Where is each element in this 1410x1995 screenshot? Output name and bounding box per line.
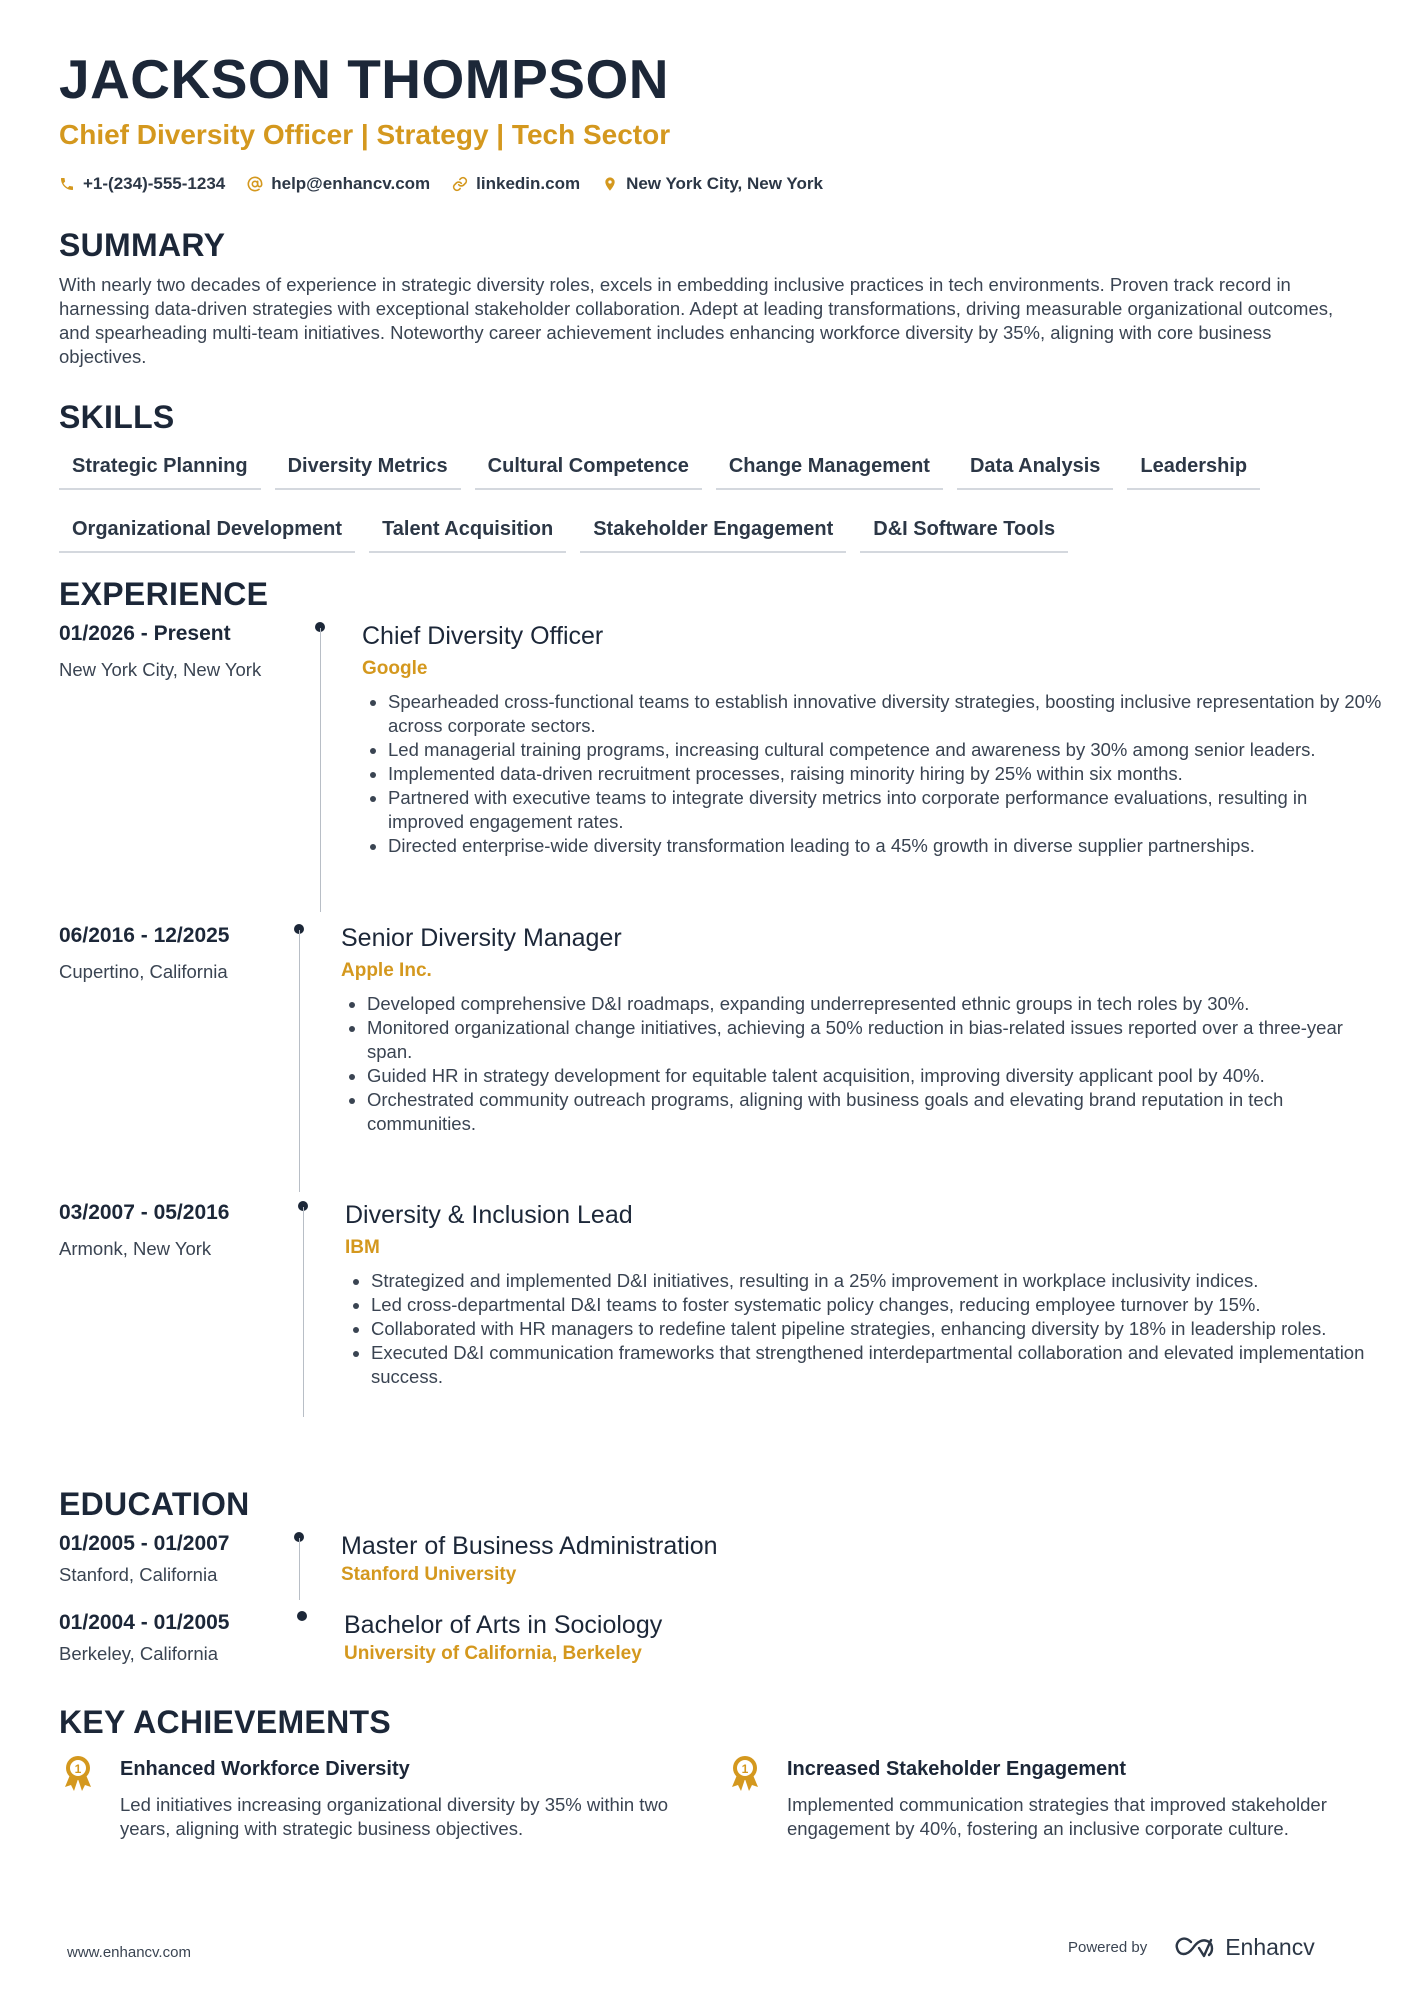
summary-section <box>59 225 1359 369</box>
education-item <box>59 1609 1359 1679</box>
experience-location: Cupertino, California <box>59 961 228 982</box>
achievement-description: Led initiatives increasing organizational diversity by 35% within two years, aligning with strategic business objectives. <box>120 1794 669 1839</box>
education-dates: 01/2005 - 01/2007 <box>59 1532 230 1555</box>
experience-bullet: • Led managerial training programs, increasing cultural competence and awareness by 30% among senior leaders. <box>388 738 1388 762</box>
skill-tag: Talent Acquisition <box>369 510 566 553</box>
powered-by-text: Powered by <box>1068 1939 1148 1956</box>
achievement-title: Enhanced Workforce Diversity <box>120 1758 410 1780</box>
experience-role: Diversity & Inclusion Lead <box>345 1201 633 1229</box>
summary-heading: SUMMARY <box>59 227 226 263</box>
experience-detail <box>341 922 1387 1136</box>
education-school: University of California, Berkeley <box>344 1643 642 1664</box>
timeline-dot <box>297 1611 307 1621</box>
timeline-line <box>299 1538 300 1600</box>
location-text: New York City, New York <box>626 174 823 193</box>
footer-brand <box>1068 1934 1315 1961</box>
experience-role: Chief Diversity Officer <box>362 622 604 650</box>
education-meta <box>59 1609 229 1667</box>
experience-company: Google <box>362 658 428 679</box>
education-degree: Bachelor of Arts in Sociology <box>344 1611 663 1639</box>
experience-bullet: • Strategized and implemented D&I initiatives, resulting in a 25% improvement in workplace inclusivity indices. <box>371 1269 1387 1293</box>
achievement-description: Implemented communication strategies that improved stakeholder engagement by 40%, fostering an inclusive corporate culture. <box>787 1794 1327 1839</box>
location-pin-icon <box>602 176 618 192</box>
experience-bullets <box>362 690 1388 858</box>
svg-text:1: 1 <box>74 1762 82 1776</box>
skill-tag: Strategic Planning <box>59 447 261 490</box>
experience-item <box>59 922 1359 1192</box>
skill-tag: Cultural Competence <box>475 447 702 490</box>
email-text: help@enhancv.com <box>271 174 431 193</box>
resume-content <box>59 44 1359 553</box>
education-detail <box>344 1609 662 1667</box>
experience-meta <box>59 922 229 985</box>
experience-bullet: • Developed comprehensive D&I roadmaps, expanding underrepresented ethnic groups in tech roles by 30%. <box>367 992 1387 1016</box>
summary-text: With nearly two decades of experience in strategic diversity roles, excels in embedding inclusive practices in tech environments. Proven track record in harnessing data-driven strategies with exceptional stakeholder collaboration. Adept at leading transformations, driving measurable organizational outcomes, and spearheading multi-team initiatives. Noteworthy career achievement includes enhancing workforce diversity by 35%, aligning with core business objectives. <box>59 274 1334 367</box>
experience-detail <box>345 1199 1387 1389</box>
experience-bullet: • Spearheaded cross-functional teams to establish innovative diversity strategies, boosting inclusive representation by 20% across corporate sectors. <box>388 690 1388 738</box>
experience-detail <box>362 620 1388 858</box>
experience-bullet: • Led cross-departmental D&I teams to foster systematic policy changes, reducing employee turnover by 15%. <box>371 1293 1387 1317</box>
skill-tag: Diversity Metrics <box>275 447 461 490</box>
experience-location: Armonk, New York <box>59 1238 212 1259</box>
timeline-line <box>320 628 321 912</box>
education-location: Stanford, California <box>59 1564 218 1585</box>
award-medal-icon <box>60 1753 96 1793</box>
experience-bullet: • Collaborated with HR managers to redefine talent pipeline strategies, enhancing diversity by 18% in leadership roles. <box>371 1317 1387 1341</box>
award-medal-icon <box>727 1753 763 1793</box>
experience-company: IBM <box>345 1237 380 1258</box>
enhancv-logo[interactable] <box>1173 1934 1315 1961</box>
skills-heading: SKILLS <box>59 399 175 435</box>
experience-dates: 01/2026 - Present <box>59 622 231 645</box>
experience-item <box>59 620 1382 915</box>
contact-linkedin[interactable] <box>452 174 580 194</box>
timeline-line <box>299 930 300 1192</box>
experience-item <box>59 1199 1365 1469</box>
experience-bullet: • Orchestrated community outreach programs, aligning with business goals and elevating brand reputation in tech communities. <box>367 1088 1387 1136</box>
contact-email[interactable] <box>247 174 430 194</box>
experience-dates: 06/2016 - 12/2025 <box>59 924 230 947</box>
experience-bullet: • Monitored organizational change initiatives, achieving a 50% reduction in bias-related issues reported over a three-year span. <box>367 1016 1387 1064</box>
education-degree: Master of Business Administration <box>341 1532 718 1560</box>
experience-meta <box>59 1199 229 1262</box>
timeline-line <box>303 1207 304 1417</box>
experience-bullets <box>341 992 1387 1136</box>
contact-location <box>602 174 823 194</box>
enhancv-logo-icon <box>1173 1936 1217 1960</box>
experience-bullet: • Directed enterprise-wide diversity transformation leading to a 45% growth in diverse supplier partnerships. <box>388 834 1388 858</box>
experience-role: Senior Diversity Manager <box>341 924 622 952</box>
phone-icon <box>59 176 75 192</box>
footer-website[interactable]: www.enhancv.com <box>67 1944 191 1961</box>
link-icon <box>452 176 468 192</box>
linkedin-text: linkedin.com <box>476 174 581 193</box>
svg-text:1: 1 <box>741 1762 749 1776</box>
skill-tag: Change Management <box>716 447 943 490</box>
experience-dates: 03/2007 - 05/2016 <box>59 1201 230 1224</box>
experience-company: Apple Inc. <box>341 960 432 981</box>
experience-bullets <box>345 1269 1387 1389</box>
skill-tag: Data Analysis <box>957 447 1113 490</box>
skill-tag: D&I Software Tools <box>860 510 1068 553</box>
experience-meta <box>59 620 261 683</box>
skills-list <box>59 447 1349 553</box>
achievements-heading: KEY ACHIEVEMENTS <box>59 1704 391 1740</box>
experience-bullet: • Partnered with executive teams to integrate diversity metrics into corporate performance evaluations, resulting in improved engagement rates. <box>388 786 1388 834</box>
contact-bar <box>59 174 1359 194</box>
education-meta <box>59 1530 229 1588</box>
education-detail <box>341 1530 718 1588</box>
phone-text: +1-(234)-555-1234 <box>83 174 226 193</box>
experience-bullet: • Guided HR in strategy development for equitable talent acquisition, improving diversity applicant pool by 40%. <box>367 1064 1387 1088</box>
candidate-title: Chief Diversity Officer | Strategy | Tech Sector <box>59 119 671 150</box>
education-school: Stanford University <box>341 1564 517 1585</box>
candidate-name: JACKSON THOMPSON <box>59 48 669 110</box>
skill-tag: Organizational Development <box>59 510 355 553</box>
education-item <box>59 1530 1359 1600</box>
education-dates: 01/2004 - 01/2005 <box>59 1611 230 1634</box>
experience-location: New York City, New York <box>59 659 262 680</box>
at-sign-icon <box>247 176 263 192</box>
skill-tag: Leadership <box>1127 447 1260 490</box>
skills-section <box>59 397 1359 553</box>
experience-heading: EXPERIENCE <box>59 576 269 612</box>
education-location: Berkeley, California <box>59 1643 219 1664</box>
enhancv-brand-text: Enhancv <box>1225 1934 1315 1960</box>
education-heading: EDUCATION <box>59 1486 250 1522</box>
achievement-title: Increased Stakeholder Engagement <box>787 1758 1127 1780</box>
contact-phone[interactable] <box>59 174 225 194</box>
experience-bullet: • Executed D&I communication frameworks that strengthened interdepartmental collaboration and elevated implementation success. <box>371 1341 1387 1389</box>
skill-tag: Stakeholder Engagement <box>580 510 846 553</box>
experience-bullet: • Implemented data-driven recruitment processes, raising minority hiring by 25% within six months. <box>388 762 1388 786</box>
